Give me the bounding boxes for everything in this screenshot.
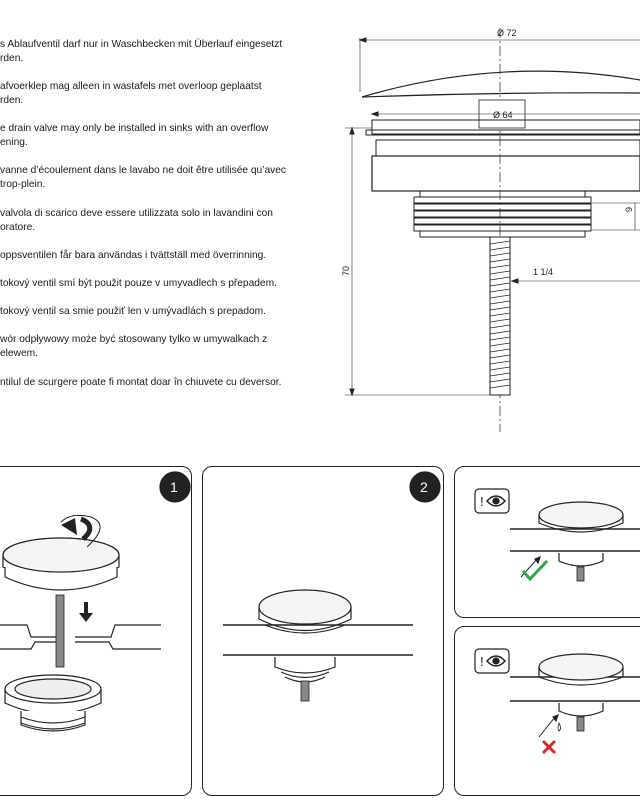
- step-1-panel: [0, 466, 192, 796]
- body-collar: [376, 140, 640, 156]
- dim-label-72: Ø 72: [497, 28, 517, 38]
- installed-cap: [259, 590, 351, 624]
- thread-section: [414, 191, 591, 237]
- note-sk: tokový ventil sa smie použiť len v umývadlách s prepadom.: [0, 306, 266, 317]
- dim-label-64: Ø 64: [493, 110, 513, 120]
- dim-label-thread: 1 1/4: [533, 267, 554, 277]
- note-nl: afvoerklep mag alleen in wastafels met overloop geplaatst rden.: [0, 81, 262, 106]
- step-2-panel: [202, 466, 444, 796]
- note-cs: tokový ventil smí být použit pouze v umyvadlech s přepadem.: [0, 278, 277, 289]
- cross-icon: [543, 741, 555, 753]
- step-2-illustration: [203, 467, 443, 795]
- step-2-number: 2: [420, 479, 428, 495]
- note-en: e drain valve may only be installed in sinks with an overflow ening.: [0, 123, 269, 148]
- note-sv: oppsventilen får bara användas i tvättställ med överrinning.: [0, 250, 267, 261]
- dim-label-70: 70: [341, 265, 351, 276]
- step-1-illustration: [0, 467, 191, 795]
- check-correct-illustration: [455, 467, 640, 617]
- svg-text:!: !: [480, 494, 484, 509]
- dim-label-9: 9: [624, 206, 634, 212]
- note-de: s Ablaufventil darf nur in Waschbecken mit Überlauf eingesetzt rden.: [0, 39, 283, 64]
- down-arrow-icon: [79, 613, 93, 622]
- note-fr: vanne d’écoulement dans le lavabo ne doit être utilisée qu’avec trop-plein.: [0, 165, 287, 190]
- check-correct-panel: [454, 466, 640, 618]
- check-wrong-panel: [454, 626, 640, 796]
- svg-text:!: !: [480, 654, 484, 669]
- rotate-arrow-icon: [81, 519, 90, 539]
- water-drop-icon: [558, 723, 561, 731]
- technical-drawing: [330, 20, 640, 440]
- check-wrong-illustration: [455, 627, 640, 795]
- note-it: valvola di scarico deve essere utilizzata solo in lavandini con oratore.: [0, 208, 273, 233]
- note-ro: ntilul de scurgere poate fi montat doar în chiuvete cu deversor.: [0, 377, 282, 388]
- rod-part: [56, 595, 64, 667]
- step-1-number: 1: [170, 479, 178, 495]
- note-pl: wór odpływowy może być stosowany tylko w umywalkach z elewem.: [0, 334, 268, 359]
